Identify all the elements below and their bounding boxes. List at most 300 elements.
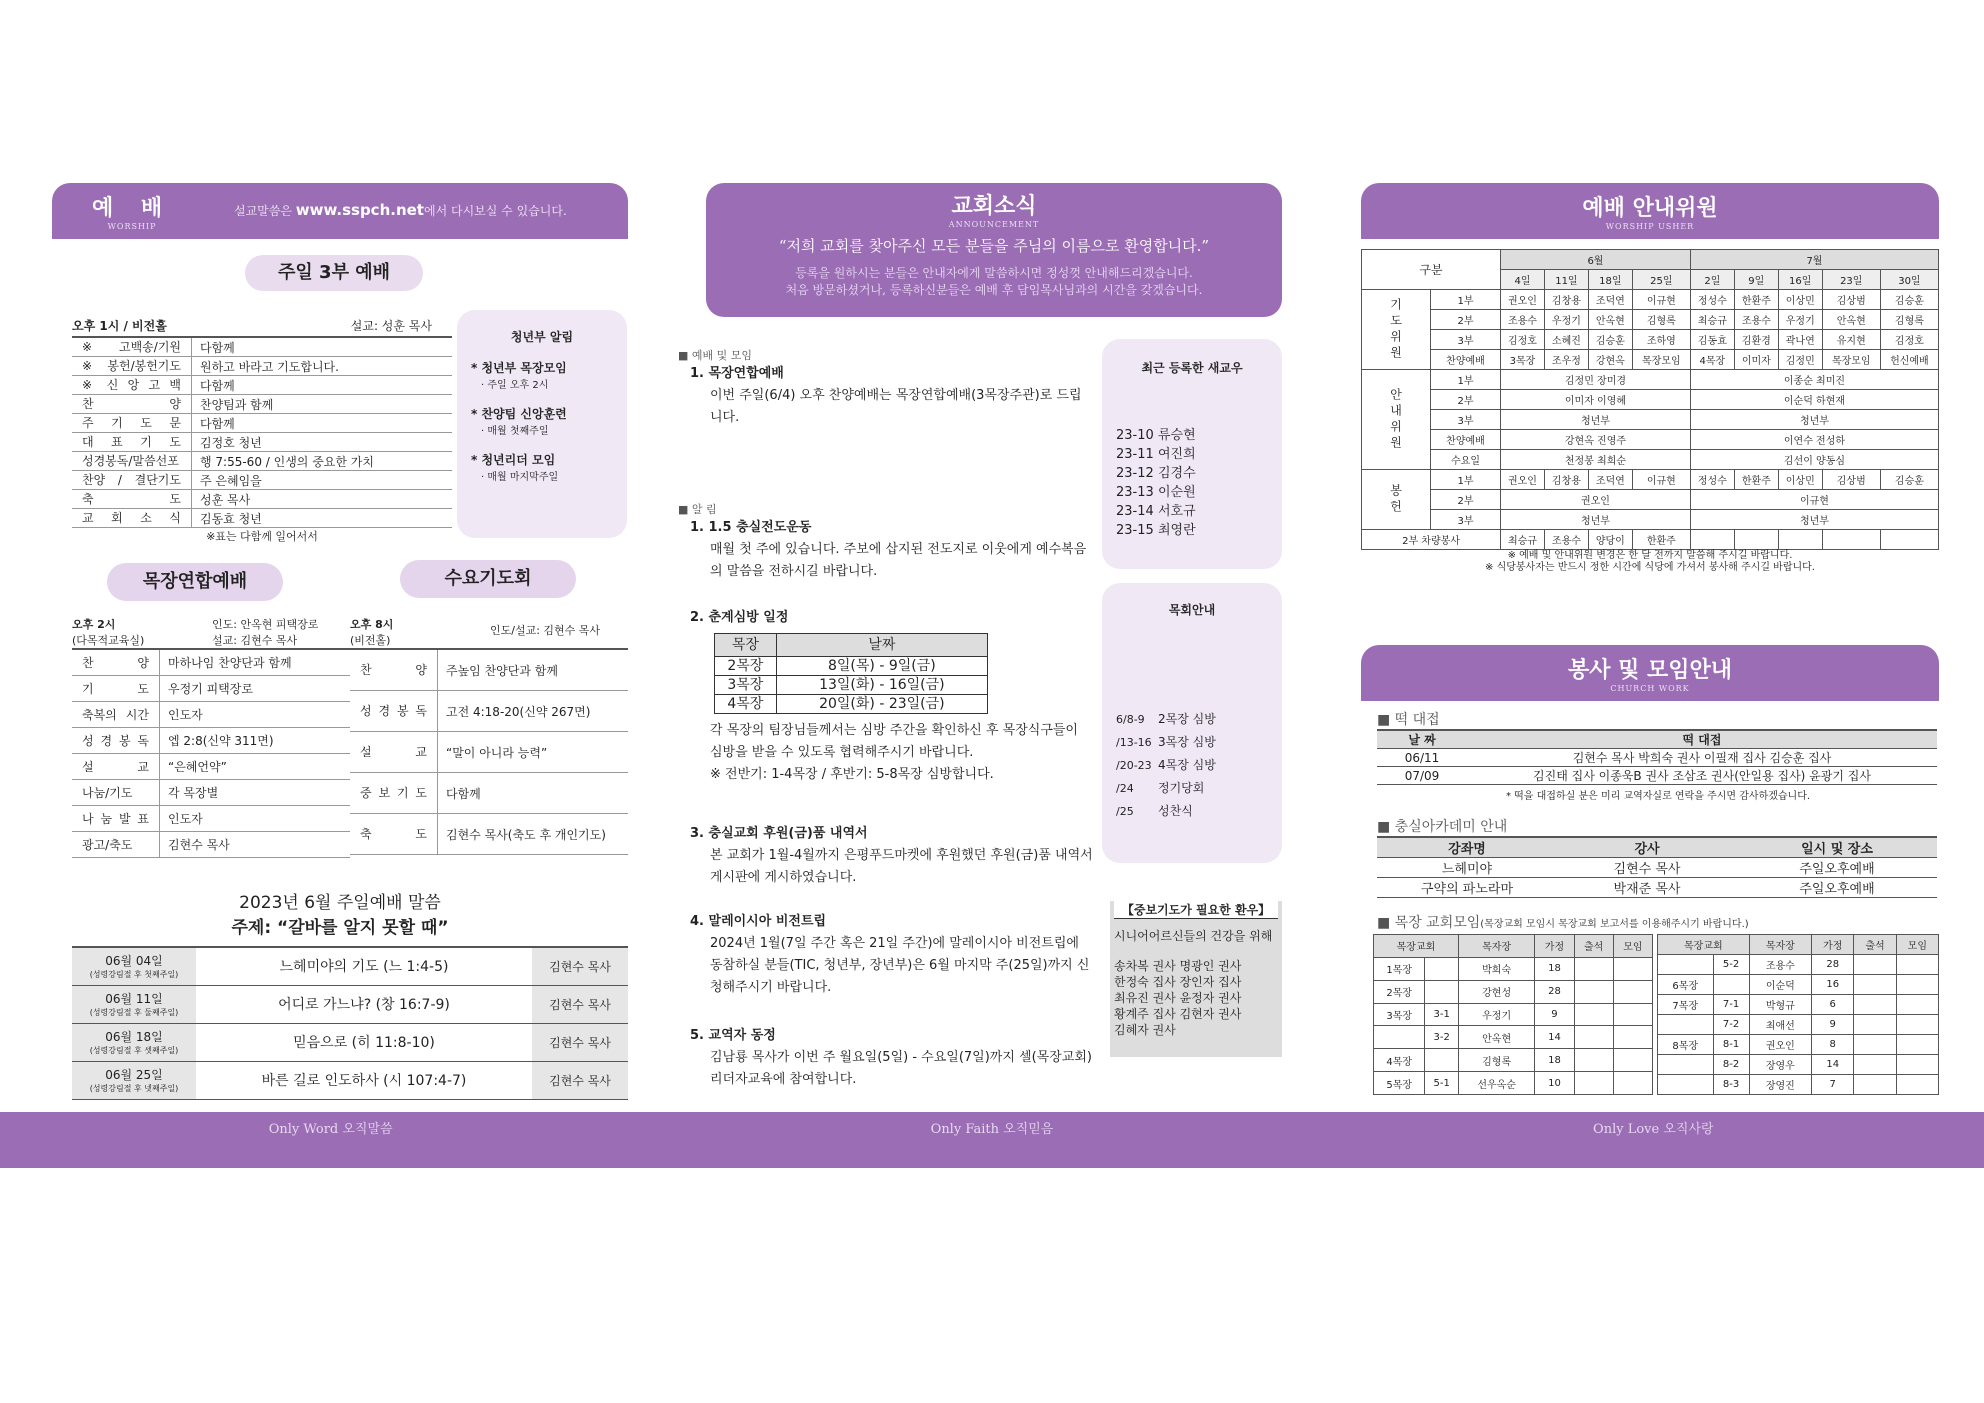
mok-head-cell: 출석 (1574, 935, 1613, 958)
drive-name: 최승규 (1501, 530, 1545, 550)
empty-cell (1880, 530, 1938, 550)
usher-name: 권오인 (1501, 490, 1691, 510)
mok-cell: 14 (1535, 1026, 1574, 1049)
pastoral-box (1102, 583, 1282, 863)
usher-row (1362, 330, 1939, 350)
sermon-section (52, 888, 628, 938)
order-label: 대 표 기 도 (72, 433, 192, 451)
visit-row (715, 695, 988, 714)
mok-place: (다목적교육실) (72, 634, 145, 647)
sermon-theme: 주제: “갈바를 알지 못할 때” (231, 918, 449, 938)
usher-table (1361, 249, 1939, 550)
usher-date: 25일 (1632, 270, 1690, 290)
sermon-preacher: 김현수 목사 (532, 1061, 628, 1099)
item1-body: 이번 주일(6/4) 오후 찬양예배는 목장연합예배(3목장주관)로 드립니다. (710, 388, 1082, 425)
cell: 07/09 (1404, 768, 1440, 783)
wed-row (350, 691, 628, 732)
footer-word: Only Word 오직말씀 (268, 1122, 393, 1137)
new-member-name: 류승현 (1158, 428, 1196, 443)
a2-title: 2. 춘계심방 일정 (690, 610, 789, 625)
mok-head (1658, 935, 1939, 955)
usher-part: 2부 (1431, 390, 1501, 410)
mokjang-title: 목장연합예배 (107, 563, 283, 601)
mok-cell: 7-2 (1713, 1015, 1749, 1035)
usher-row (1362, 290, 1939, 310)
usher-part: 수요일 (1431, 450, 1501, 470)
mok-cell: 28 (1535, 980, 1574, 1003)
usher-row (1362, 390, 1939, 410)
mokjang-row (72, 650, 350, 676)
mok-cell (1425, 1049, 1458, 1072)
mok-cell: 조용수 (1749, 955, 1811, 975)
usher-name: 김동효 (1690, 330, 1734, 350)
visit-cell: 20일(화) - 23일(금) (776, 695, 987, 714)
mokjang-row (72, 832, 350, 858)
worship-sub: WORSHIP (107, 222, 157, 231)
usher-name: 이연수 전성하 (1690, 430, 1938, 450)
new-member-name: 김경수 (1158, 466, 1196, 481)
mokjang-row (72, 754, 350, 780)
drive-name: 양당이 (1588, 530, 1632, 550)
usher-name: 이규현 (1632, 290, 1690, 310)
mok-row (1658, 975, 1939, 995)
mok-cell: 18 (1535, 1049, 1574, 1072)
order-value: 다함께 (200, 340, 235, 355)
mok-cell: 선우옥순 (1458, 1072, 1534, 1095)
sermon-preacher: 김현수 목사 (532, 947, 628, 985)
news-title: 교회소식 (951, 194, 1037, 219)
a1-body: 매월 첫 주에 있습니다. 주보에 삽지된 전도지로 이웃에게 예수복음의 말씀을 전하시길 바랍니다. (710, 542, 1087, 579)
usher-name: 강현옥 진영주 (1501, 430, 1691, 450)
order-row (72, 452, 452, 471)
mok-head (1374, 935, 1653, 958)
usher-name: 4목장 (1690, 350, 1734, 370)
sermon-title: 2023년 6월 주일예배 말씀 (239, 893, 441, 913)
prayer-name: 김혜자 권사 (1114, 1023, 1176, 1037)
mok-cell: 8-3 (1713, 1075, 1749, 1095)
usher-part: 찬양예배 (1431, 430, 1501, 450)
usher-name: 이규현 (1690, 490, 1938, 510)
a5-body: 김남룡 목사가 이번 주 월요일(5일) - 수요일(7일)까지 셀(목장교회)리더자교육에 참여합니다. (710, 1050, 1092, 1087)
mok-row (1374, 980, 1653, 1003)
prayer-name: 송차복 권사 명광인 권사 (1114, 959, 1242, 973)
pastoral-item (1116, 777, 1282, 800)
usher-name: 김상범 (1822, 290, 1880, 310)
usher-note1: ※ 예배 및 안내위원 변경은 한 달 전까지 말씀해 주시길 바랍니다. (1507, 550, 1793, 561)
sermon-row (72, 985, 628, 1023)
mok-cell: 16 (1812, 975, 1854, 995)
usher-part: 1부 (1431, 290, 1501, 310)
sermon-text: 믿음으로 (히 11:8-10) (293, 1035, 435, 1051)
sermon-week: (성령강림절 후 넷째주일) (89, 1084, 179, 1093)
usher-name: 청년부 (1690, 510, 1938, 530)
sermon-day: 06월 04일 (105, 954, 163, 969)
visit-table (714, 633, 988, 714)
wed-lead: 인도/설교: 김현수 목사 (490, 624, 601, 637)
mok-cell: 4목장 (1374, 1049, 1425, 1072)
mok-cell: 1목장 (1374, 957, 1425, 980)
cell: 김진태 집사 이종욱B 권사 조삼조 권사(안일용 집사) 윤광기 집사 (1533, 769, 1871, 783)
visit-head-cell: 날짜 (776, 634, 987, 657)
usher-name: 김창용 (1544, 470, 1588, 490)
mok-row (1374, 1072, 1653, 1095)
mok-cell: 8-2 (1713, 1055, 1749, 1075)
new-member (1116, 445, 1282, 464)
mok-cell: 9 (1812, 1015, 1854, 1035)
service3-preacher: 설교: 성훈 목사 (350, 319, 432, 333)
pastoral-event: 3목장 심방 (1158, 735, 1216, 749)
mok-cell (1613, 1049, 1652, 1072)
wed-row-label: 성 경 봉 독 (350, 691, 438, 731)
service-header (1361, 645, 1939, 701)
sermon-preacher: 김현수 목사 (532, 1023, 628, 1061)
news-header (706, 183, 1282, 317)
pastoral-event: 4목장 심방 (1158, 758, 1216, 772)
usher-name: 헌신예배 (1880, 350, 1938, 370)
riceTable-row (1377, 767, 1937, 785)
mok-cell (1896, 1075, 1938, 1095)
usher-name: 권오인 (1501, 470, 1545, 490)
mok-cell: 5-1 (1425, 1072, 1458, 1095)
notice-4 (690, 911, 1094, 999)
mok-cell: 3목장 (1374, 1003, 1425, 1026)
usher-date: 11일 (1544, 270, 1588, 290)
mokjang-row-value: 각 목장별 (168, 786, 219, 800)
cell: 박재준 목사 (1613, 882, 1681, 897)
mok-cell (1896, 1015, 1938, 1035)
mok-cell: 8 (1812, 1035, 1854, 1055)
mok-cell (1574, 957, 1613, 980)
rice-title: ■ 떡 대접 (1377, 712, 1440, 728)
footer (0, 1112, 1984, 1168)
usher-name: 청년부 (1690, 410, 1938, 430)
sermon-table (72, 946, 628, 1100)
order-label: ※ 고백송/기원 (72, 338, 192, 356)
usher-note2: ※ 식당봉사자는 반드시 정한 시간에 식당에 가셔서 봉사해 주시길 바랍니다. (1485, 562, 1815, 573)
wed-row (350, 773, 628, 814)
news-sub: ANNOUNCEMENT (948, 220, 1040, 229)
pastoral-event: 2목장 심방 (1158, 712, 1216, 726)
visit-row (715, 676, 988, 695)
new-member-no: 23-11 (1116, 447, 1154, 462)
mok-cell: 김형록 (1458, 1049, 1534, 1072)
mok-head-cell: 목장교회 (1374, 935, 1459, 958)
usher-name: 조덕연 (1588, 290, 1632, 310)
mok-cell: 5목장 (1374, 1072, 1425, 1095)
mok-cell (1854, 955, 1896, 975)
usher-name: 김정호 (1501, 330, 1545, 350)
sermon-date (72, 1023, 196, 1061)
order-label: 찬 양 (72, 395, 192, 413)
new-member-no: 23-14 (1116, 504, 1154, 519)
order-value: 다함께 (200, 378, 235, 393)
mokjang-row-label: 기 도 (72, 676, 160, 701)
usher-row (1362, 510, 1939, 530)
mok-cell: 박희숙 (1458, 957, 1534, 980)
worship-header (52, 183, 628, 239)
mok-row (1374, 1049, 1653, 1072)
usher-date: 4일 (1501, 270, 1545, 290)
usher-name: 이상민 (1778, 290, 1822, 310)
new-member-no: 23-12 (1116, 466, 1154, 481)
order-row (72, 376, 452, 395)
usher-name: 이순덕 하현재 (1690, 390, 1938, 410)
usher-row (1362, 450, 1939, 470)
a3-body: 본 교회가 1월-4월까지 은평푸드마켓에 후원했던 후원(금)품 내역서 게시판에 게시하였습니다. (710, 848, 1093, 885)
cell: 느헤미야 (1441, 862, 1493, 877)
sermon-preacher: 김현수 목사 (532, 985, 628, 1023)
mok-row (1658, 1015, 1939, 1035)
a1-title: 1. 1.5 충실전도운동 (690, 520, 812, 535)
usher-row (1362, 370, 1939, 390)
reg1: 등록을 원하시는 분들은 안내자에게 말씀하시면 정성껏 안내해드리겠습니다. (795, 266, 1193, 280)
mok-cell (1613, 1003, 1652, 1026)
mokjang-row (72, 780, 350, 806)
usher-date: 23일 (1822, 270, 1880, 290)
pastoral-item (1116, 754, 1282, 777)
usher-row (1362, 410, 1939, 430)
wed-row-value: “말이 아니라 능력” (446, 745, 548, 760)
academy-title: ■ 충실아카데미 안내 (1377, 819, 1508, 835)
mok-cell: 권오인 (1749, 1035, 1811, 1055)
new-member-name: 여진희 (1158, 447, 1196, 462)
order-value: 김동효 청년 (200, 511, 262, 526)
usher-group: 기도위원 (1362, 290, 1431, 370)
mok-row (1658, 1035, 1939, 1055)
new-member (1116, 464, 1282, 483)
drive-row (1362, 530, 1939, 550)
usher-sub: WORSHIP USHER (1605, 222, 1695, 231)
new-members-box (1102, 339, 1282, 569)
mok-cell (1574, 1072, 1613, 1095)
wed-row-value: 김현수 목사(축도 후 개인기도) (446, 827, 606, 842)
mok-cell (1896, 975, 1938, 995)
usher-column (1361, 183, 1939, 1092)
mok-cell: 우정기 (1458, 1003, 1534, 1026)
mok-cell (1896, 1035, 1938, 1055)
new-member (1116, 502, 1282, 521)
worship-column (52, 183, 628, 1093)
visit-cell: 2목장 (715, 657, 777, 676)
mokjang-row-label: 성 경 봉 독 (72, 728, 160, 753)
pastoral-date: 6/8-9 (1116, 713, 1145, 726)
usher-name: 김정민 장미경 (1501, 370, 1691, 390)
usher-name: 유지현 (1822, 330, 1880, 350)
head-cell: 떡 대접 (1682, 733, 1722, 747)
sec-notice: ■ 알 림 (678, 503, 717, 516)
mok-cell: 7-1 (1713, 995, 1749, 1015)
mok-row (1374, 957, 1653, 980)
footer-faith: Only Faith 오직믿음 (930, 1122, 1054, 1137)
usher-name: 김승훈 (1880, 290, 1938, 310)
note1: 설교말씀은 (234, 204, 296, 218)
mok-cell (1854, 995, 1896, 1015)
pastoral-event: 정기당회 (1158, 781, 1205, 795)
mokjang-row (72, 702, 350, 728)
usher-part: 2부 (1431, 310, 1501, 330)
mok-cell: 안옥현 (1458, 1026, 1534, 1049)
sermon-day: 06월 11일 (105, 992, 163, 1006)
notice-2 (690, 607, 1094, 786)
drive-name: 한환주 (1632, 530, 1690, 550)
mok-head-cell: 모임 (1896, 935, 1938, 955)
sec-worship: ■ 예배 및 모임 (678, 349, 753, 362)
mokjang-row-value: 인도자 (168, 812, 203, 826)
youth-item (471, 359, 627, 391)
mok-cell (1425, 957, 1458, 980)
youth-item-title: * 찬양팀 신앙훈련 (471, 407, 567, 421)
sermon-row (72, 1061, 628, 1099)
visit-cell: 8일(목) - 9일(금) (776, 657, 987, 676)
usher-name: 김환경 (1734, 330, 1778, 350)
youth-item-note: · 매월 첫째주일 (481, 426, 549, 437)
mok-row (1658, 955, 1939, 975)
wed-row-label: 축 도 (350, 814, 438, 854)
new-member-name: 최영란 (1158, 523, 1196, 538)
visit-cell: 3목장 (715, 676, 777, 695)
footer-love: Only Love 오직사랑 (1593, 1122, 1714, 1137)
usher-name: 김선이 양동심 (1690, 450, 1938, 470)
notice-3 (690, 823, 1094, 889)
order-label: 주 기 도 문 (72, 414, 192, 432)
mok-head-cell: 가정 (1535, 935, 1574, 958)
usher-part: 1부 (1431, 370, 1501, 390)
cell: 주일오후예배 (1799, 882, 1875, 897)
mok-cell: 박형규 (1749, 995, 1811, 1015)
usher-row (1362, 430, 1939, 450)
order-label: ※ 신 앙 고 백 (72, 376, 192, 394)
mokjang-row-value: “은혜언약” (168, 760, 227, 774)
usher-date: 18일 (1588, 270, 1632, 290)
mok-cell (1854, 1075, 1896, 1095)
pastoral-event: 성찬식 (1158, 804, 1193, 818)
new-member-no: 23-13 (1116, 485, 1154, 500)
mokjang-row (72, 728, 350, 754)
sermon-day: 06월 18일 (105, 1030, 163, 1044)
wed-order (350, 616, 628, 855)
mok-cell (1896, 1055, 1938, 1075)
acTable-row (1377, 878, 1937, 898)
wed-row-label: 설 교 (350, 732, 438, 772)
prayer-name: 최유진 권사 윤정자 권사 (1114, 991, 1242, 1005)
usher-name: 3목장 (1501, 350, 1545, 370)
wed-row (350, 732, 628, 773)
youth-item-note: · 매월 마지막주일 (481, 472, 559, 483)
usher-head-row (1362, 250, 1939, 270)
usher-group: 안내위원 (1362, 370, 1431, 470)
usher-name: 조용수 (1734, 310, 1778, 330)
usher-part: 찬양예배 (1431, 350, 1501, 370)
youth-item-title: * 청년부 목장모임 (471, 361, 567, 375)
usher-name: 곽나연 (1778, 330, 1822, 350)
mokjang-row-value: 김현수 목사 (168, 838, 230, 852)
usher-part: 1부 (1431, 470, 1501, 490)
month-6: 6월 (1501, 250, 1691, 270)
wed-place: (비전홀) (350, 634, 391, 647)
a4-title: 4. 말레이시아 비전트립 (690, 914, 827, 929)
riceTable-head (1377, 730, 1937, 749)
mok-cell (1613, 957, 1652, 980)
order-label: 축 도 (72, 490, 192, 508)
notice-5 (690, 1025, 1094, 1091)
head-cell: 일시 및 장소 (1801, 842, 1873, 857)
mok-cell (1613, 980, 1652, 1003)
new-member (1116, 521, 1282, 540)
usher-name: 목장모임 (1632, 350, 1690, 370)
mokjang-row-label: 찬 양 (72, 650, 160, 675)
usher-part: 3부 (1431, 330, 1501, 350)
a2-body: 각 목장의 팀장님들께서는 심방 주간을 확인하신 후 목장식구들이 심방을 받을 수 있도록 협력해주시기 바랍니다. (710, 723, 1078, 760)
prayer-box (1110, 901, 1282, 1057)
order-label: 교 회 소 식 (72, 509, 192, 527)
usher-part: 3부 (1431, 510, 1501, 530)
mok-cell: 3-2 (1425, 1026, 1458, 1049)
mok-cell (1574, 1003, 1613, 1026)
youth-box (457, 310, 627, 538)
order-row (72, 414, 452, 433)
sermon-day: 06월 25일 (105, 1068, 163, 1082)
mok-cell (1574, 1026, 1613, 1049)
prayer-name: 한정숙 집사 장인자 집사 (1114, 975, 1242, 989)
service-body (1377, 709, 1939, 1095)
mokjang-row-label: 축복의 시간 (72, 702, 160, 727)
reg2: 처음 방문하셨거나, 등록하신분들은 예배 후 담임목사님과의 시간을 갖겠습니다. (785, 283, 1203, 297)
visit-head-cell: 목장 (715, 634, 777, 657)
mok-cell (1854, 1055, 1896, 1075)
a4-body: 2024년 1월(7일 주간 혹은 21일 주간)에 말레이시아 비전트립에 동참하실 분들(TIC, 청년부, 장년부)은 6월 마지막 주(25일)까지 신청해주시기 바랍니다. (710, 936, 1090, 995)
usher-name: 이상민 (1778, 470, 1822, 490)
usher-name: 이미자 이영혜 (1501, 390, 1691, 410)
a2-note: ※ 전반기: 1-4목장 / 후반기: 5-8목장 심방합니다. (710, 767, 994, 782)
mokjang-row (72, 806, 350, 832)
mok-cell: 9 (1535, 1003, 1574, 1026)
mok-cell: 8-1 (1713, 1035, 1749, 1055)
mok-cell: 장영우 (1749, 1055, 1811, 1075)
order-value: 찬양팀과 함께 (200, 397, 274, 412)
prayer-title: 【중보기도가 필요한 환우】 (1114, 901, 1278, 919)
mok-cell: 5-2 (1713, 955, 1749, 975)
usher-date: 16일 (1778, 270, 1822, 290)
visit-cell: 4목장 (715, 695, 777, 714)
mok-cell (1896, 955, 1938, 975)
usher-part: 2부 (1431, 490, 1501, 510)
sermon-week: (성령강림절 후 둘째주일) (89, 1008, 179, 1017)
site-url[interactable]: www.sspch.net (295, 201, 424, 219)
mok-table-left (1373, 934, 1653, 1095)
visit-head (715, 634, 988, 657)
wed-row-value: 다함께 (446, 786, 481, 801)
drive-name: 조용수 (1544, 530, 1588, 550)
youth-item-note: · 주일 오후 2시 (481, 380, 549, 391)
mok-row (1374, 1026, 1653, 1049)
cell: 김현수 목사 박희숙 권사 이필재 집사 김승훈 집사 (1572, 751, 1832, 765)
usher-row (1362, 350, 1939, 370)
mok-head-cell: 출석 (1854, 935, 1896, 955)
usher-row (1362, 490, 1939, 510)
mok-cell (1425, 980, 1458, 1003)
order-label: 성경봉독/말씀선포 (72, 452, 192, 470)
new-members-title: 최근 등록한 새교우 (1141, 361, 1243, 375)
visit-cell: 13일(화) - 16일(금) (776, 676, 987, 695)
sermon-text: 느헤미야의 기도 (느 1:4-5) (279, 959, 449, 976)
mokjang-row-value: 엡 2:8(신약 311면) (168, 734, 274, 748)
mok-cell (1613, 1026, 1652, 1049)
pastoral-date: /24 (1116, 782, 1134, 795)
order-row (72, 395, 452, 414)
pastoral-date: /20-23 (1116, 759, 1152, 772)
sermon-row (72, 1023, 628, 1061)
mok-cell (1658, 1015, 1714, 1035)
